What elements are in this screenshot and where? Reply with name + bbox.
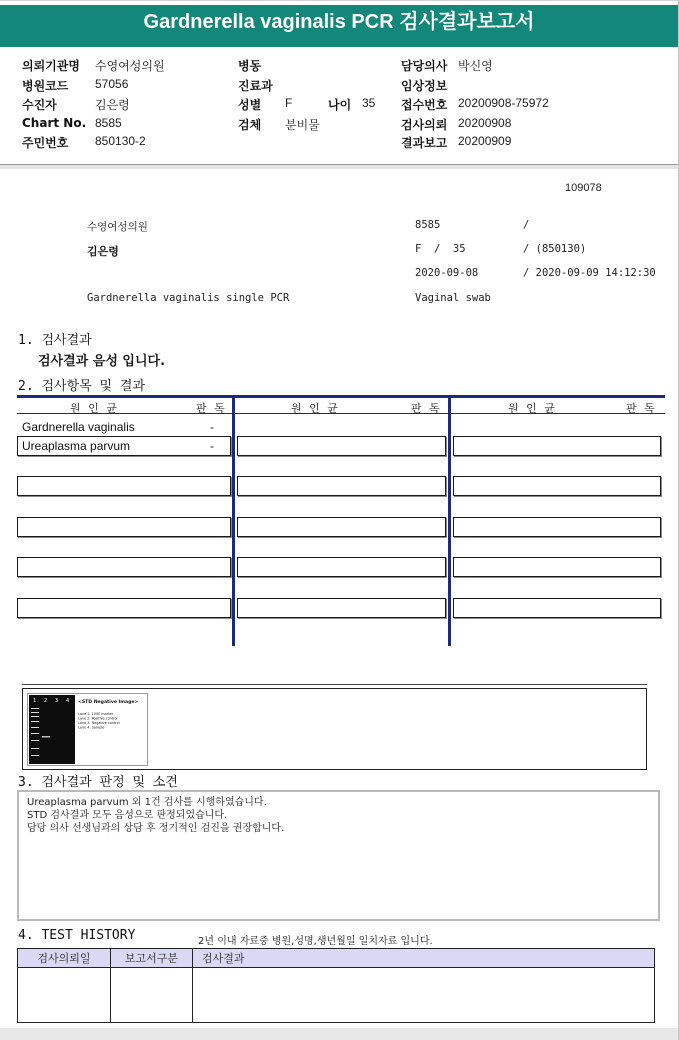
- opinion-line: Ureaplasma parvum 외 1건 검사를 시행하였습니다.: [27, 797, 267, 808]
- header-result: 판 독: [196, 402, 227, 415]
- chart-no-label: Chart No.: [22, 116, 87, 130]
- report-date-label: 결과보고: [401, 136, 448, 150]
- gel-lane-number: 3: [55, 698, 59, 704]
- institution-label: 의뢰기관명: [22, 59, 80, 73]
- doc-test-name: Gardnerella vaginalis single PCR: [87, 292, 290, 304]
- doc-patient-name: 김은령: [87, 245, 119, 258]
- report-title: Gardnerella vaginalis PCR 검사결과보고서: [143, 11, 535, 33]
- result-cell-empty: [237, 436, 446, 456]
- opinion-box: [17, 790, 660, 921]
- doc-sex-age: F / 35: [415, 243, 466, 255]
- history-col-result: 검사결과: [193, 949, 655, 968]
- institution-value: 수영여성의원: [95, 59, 165, 73]
- result-value: -: [210, 420, 214, 434]
- patient-label: 수진자: [22, 98, 57, 112]
- request-date-label: 검사의뢰: [401, 118, 448, 132]
- doc-specimen: Vaginal swab: [415, 292, 491, 304]
- doc-chart-separator: /: [523, 219, 530, 231]
- report-serial: 109078: [565, 182, 602, 194]
- sex-label: 성별: [238, 98, 262, 112]
- history-note: 2년 이내 자료중 병원,성명,생년월일 일치자료 입니다.: [198, 936, 433, 947]
- result-cell-empty: [237, 517, 446, 537]
- results-column-divider: [232, 395, 235, 646]
- history-header-row: [18, 949, 655, 968]
- result-cell-empty: [453, 557, 661, 577]
- receipt-no-label: 접수번호: [401, 98, 448, 112]
- result-cell: [17, 436, 231, 456]
- header-divider-band: [0, 165, 678, 169]
- result-cell-empty: [453, 476, 661, 496]
- hospital-code-label: 병원코드: [22, 79, 69, 93]
- chart-no-value: 8585: [95, 116, 122, 130]
- header-result: 판 독: [626, 402, 657, 415]
- section2-heading: 2. 검사항목 및 결과: [18, 379, 146, 394]
- top-border: [0, 0, 678, 1]
- results-column-divider: [448, 395, 451, 646]
- ward-label: 병동: [238, 59, 262, 73]
- result-cell-empty: [17, 598, 231, 618]
- result-value: -: [210, 439, 214, 453]
- results-table-top-rule: [17, 395, 665, 398]
- gel-electrophoresis-image: [27, 693, 148, 766]
- header-result: 판 독: [411, 402, 442, 415]
- opinion-line: 담당 의사 선생님과의 상담 후 정기적인 검진을 권장합니다.: [27, 823, 285, 834]
- history-col-report-type: 보고서구분: [111, 949, 193, 968]
- test-history-table: [17, 948, 655, 1023]
- result-cell-empty: [237, 598, 446, 618]
- history-col-request-date: 검사의뢰일: [18, 949, 111, 968]
- age-value: 35: [362, 96, 376, 110]
- section4-heading: 4. TEST HISTORY: [18, 928, 136, 943]
- opinion-line: STD 검사결과 모두 음성으로 판정되었습니다.: [27, 810, 228, 821]
- page-bottom-margin: [0, 1028, 679, 1040]
- clinical-info-label: 임상정보: [401, 79, 448, 93]
- result-cell-empty: [237, 557, 446, 577]
- doctor-label: 담당의사: [401, 59, 448, 73]
- history-cell: [18, 968, 111, 1023]
- gel-lane-number: 4: [66, 698, 70, 704]
- gel-image-rule: [22, 684, 647, 685]
- title-bar: [0, 5, 678, 47]
- gel-lanes-area: [29, 695, 75, 764]
- resident-no-value: 850130-2: [95, 134, 146, 148]
- patient-value: 김은령: [95, 98, 130, 112]
- specimen-label: 검체: [238, 118, 262, 132]
- history-cell: [193, 968, 655, 1023]
- gel-legend-item: Lane 4. Sample: [78, 725, 105, 730]
- header-organism: 원 인 균: [508, 402, 557, 415]
- result-organism: Ureaplasma parvum: [22, 439, 131, 453]
- result-cell-empty: [237, 476, 446, 496]
- history-row-empty: [18, 968, 655, 1023]
- header-organism: 원 인 균: [291, 402, 340, 415]
- gel-image-title: <STD Negative Image>: [78, 700, 139, 705]
- result-cell-empty: [453, 436, 661, 456]
- specimen-value: 분비물: [285, 118, 320, 132]
- doctor-value: 박신영: [458, 59, 493, 73]
- doc-birth: / (850130): [523, 243, 587, 255]
- doc-chart-no: 8585: [415, 219, 441, 231]
- result-cell-empty: [453, 598, 661, 618]
- gel-legend-item: Lane 1. 100E marker: [78, 712, 114, 716]
- result-summary: 검사결과 음성 입니다.: [38, 354, 166, 369]
- report-date-value: 20200909: [458, 134, 512, 148]
- section3-heading: 3. 검사결과 판정 및 소견: [18, 775, 178, 790]
- gel-legend-item: Lane 2. Positive control: [78, 716, 118, 721]
- gel-lane-number: 2: [44, 698, 48, 704]
- request-date-value: 20200908: [458, 116, 512, 130]
- gel-lane-number: 1: [33, 698, 37, 704]
- result-cell-empty: [17, 517, 231, 537]
- gel-image-panel: [22, 688, 647, 770]
- gel-legend-item: Lane 3. Negative control: [78, 721, 120, 725]
- department-label: 진료과: [238, 79, 273, 93]
- hospital-code-value: 57056: [95, 77, 129, 91]
- control-band: [42, 736, 50, 738]
- section1-heading: 1. 검사결과: [18, 333, 92, 348]
- doc-hospital: 수영여성의원: [87, 221, 148, 233]
- header-organism: 원 인 균: [70, 402, 119, 415]
- resident-no-label: 주민번호: [22, 136, 69, 150]
- sex-value: F: [285, 96, 293, 110]
- age-label: 나이: [328, 98, 352, 112]
- doc-receipt-date: 2020-09-08: [415, 267, 479, 279]
- history-cell: [111, 968, 193, 1023]
- result-cell-empty: [17, 557, 231, 577]
- result-organism: Gardnerella vaginalis: [22, 420, 135, 434]
- doc-report-datetime: / 2020-09-09 14:12:30: [523, 267, 656, 279]
- receipt-no-value: 20200908-75972: [458, 96, 549, 110]
- result-cell-empty: [17, 476, 231, 496]
- result-cell-empty: [453, 517, 661, 537]
